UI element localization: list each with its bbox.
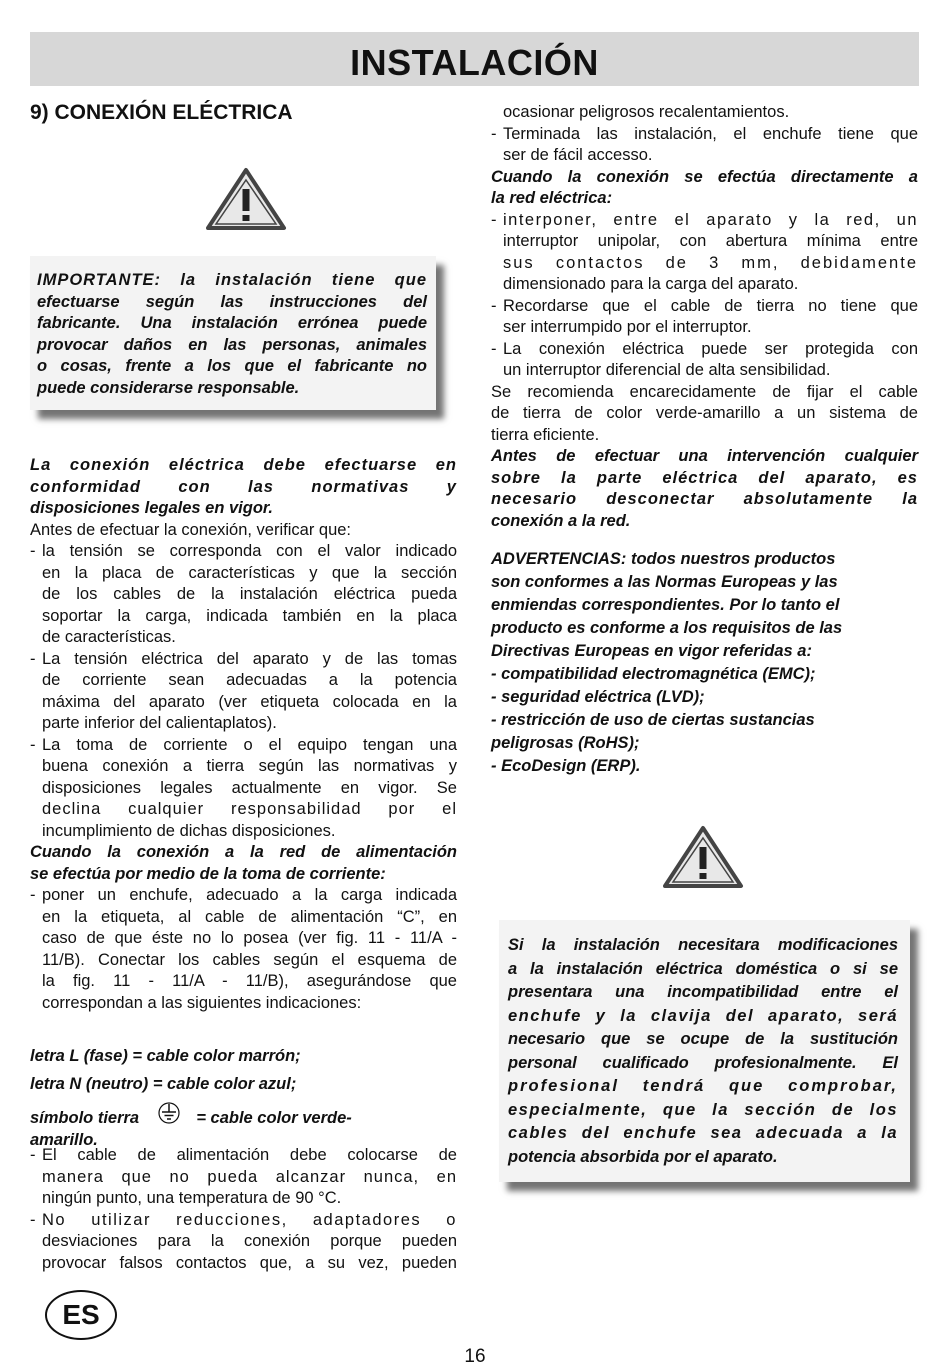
important-warning-text bbox=[37, 270, 427, 399]
text-line: - compatibilidad electromagnética (EMC); bbox=[491, 665, 816, 683]
text-line: la fig. 11 - 11/A - 11/B), asegurándose que bbox=[42, 972, 457, 990]
list-item: - interponer, entre el aparato y la red, un bbox=[503, 210, 918, 232]
text-line: enmiendas correspondientes. Por lo tanto el bbox=[491, 596, 840, 614]
wire-n-line: letra N (neutro) = cable color azul; bbox=[30, 1074, 297, 1093]
text-line: o cosas, frente a los que el fabricante no bbox=[37, 357, 427, 375]
wire-colors bbox=[30, 1046, 457, 1151]
warning-triangle-icon bbox=[662, 825, 744, 889]
text-line: de características. bbox=[42, 628, 176, 646]
text-line: de los cables de la instalación eléctrica pueda bbox=[42, 585, 457, 603]
text-line: la red eléctrica: bbox=[491, 189, 613, 207]
text-line: correspondan a las siguientes indicaciones: bbox=[42, 993, 362, 1012]
text-line: - seguridad eléctrica (LVD); bbox=[491, 688, 705, 706]
text-line: desviaciones para la conexión porque pueden bbox=[42, 1232, 457, 1250]
text-line: soportar la carga, indicada también en la placa bbox=[42, 606, 457, 625]
list-item: - El cable de alimentación debe colocarse de bbox=[42, 1145, 457, 1167]
text-line: Si la instalación necesitara modificaciones bbox=[508, 936, 898, 954]
wire-l-line: letra L (fase) = cable color marrón; bbox=[30, 1047, 301, 1065]
text-line: presentara una incompatibilidad entre el bbox=[508, 983, 898, 1001]
language-badge: ES bbox=[45, 1290, 117, 1340]
page-title: INSTALACIÓN bbox=[350, 42, 599, 83]
text-line: - EcoDesign (ERP). bbox=[491, 757, 641, 775]
text-line: necesario desconectar absolutamente la bbox=[491, 490, 918, 508]
text-line: interruptor unipolar, con abertura mínima entre bbox=[503, 232, 918, 250]
text-line: profesional tendrá que comprobar, bbox=[508, 1077, 898, 1095]
list-item: - Terminada las instalación, el enchufe tiene que bbox=[503, 124, 918, 146]
text-line: manera que no pueda alcanzar nunca, en bbox=[42, 1167, 457, 1186]
plug-list bbox=[30, 885, 457, 1014]
wire-earth-color-cont: amarillo. bbox=[30, 1130, 98, 1149]
text-line: ser interrumpido por el interruptor. bbox=[503, 318, 752, 336]
text-line: buena conexión a tierra según las normativas y bbox=[42, 757, 457, 775]
text-line: ADVERTENCIAS: todos nuestros productos bbox=[491, 550, 836, 568]
direct-list bbox=[491, 210, 918, 382]
text-line: IMPORTANTE: la instalación tiene que bbox=[37, 271, 427, 289]
page-header bbox=[30, 32, 919, 86]
text-line: de tierra de color verde-amarillo a un sistema de bbox=[491, 404, 918, 422]
earth-ground-icon bbox=[158, 1101, 180, 1125]
cable-list bbox=[30, 1145, 457, 1274]
text-line: conexión a la red. bbox=[491, 511, 631, 530]
text-line: se efectúa por medio de la toma de corriente: bbox=[30, 864, 386, 883]
text-line: peligrosas (RoHS); bbox=[491, 734, 640, 752]
text-line: provocar falsos contactos que, a su vez, pueden bbox=[42, 1253, 457, 1272]
text-line: conformidad con las normativas y bbox=[30, 477, 457, 496]
text-line: fabricante. Una instalación errónea puede bbox=[37, 314, 427, 332]
text-line: máxima del aparato (ver etiqueta colocada en la bbox=[42, 692, 457, 711]
text-line: sobre la parte eléctrica del aparato, es bbox=[491, 468, 918, 487]
text-line: dimensionado para la carga del aparato. bbox=[503, 275, 799, 293]
text-line: disposiciones legales actualmente en vigor. Se bbox=[42, 778, 457, 797]
page-number: 16 bbox=[464, 1346, 486, 1367]
advertencias-block bbox=[491, 548, 918, 778]
text-line: especialmente, que la sección de los bbox=[508, 1100, 898, 1119]
text-line: de corriente sean adecuadas a la potencia bbox=[42, 671, 457, 689]
text-line: tierra eficiente. bbox=[491, 425, 600, 444]
list-item: - la tensión se corresponda con el valor indicado bbox=[42, 541, 457, 563]
text-line: un interruptor diferencial de alta sensibilidad. bbox=[503, 361, 831, 379]
left-column bbox=[30, 455, 457, 1014]
text-line: disposiciones legales en vigor. bbox=[30, 499, 274, 517]
text-line: cables del enchufe sea adecuada a la bbox=[508, 1124, 898, 1142]
text-line: Cuando la conexión se efectúa directamente a bbox=[491, 167, 918, 186]
list-item: - poner un enchufe, adecuado a la carga indicada bbox=[42, 885, 457, 907]
text-line: - restricción de uso de ciertas sustancias bbox=[491, 711, 815, 729]
cable-items bbox=[30, 1145, 457, 1274]
text-line: producto es conforme a los requisitos de las bbox=[491, 619, 843, 637]
text-line: en la placa de características y que la sección bbox=[42, 563, 457, 582]
list-item: - La toma de corriente o el equipo tengan una bbox=[42, 735, 457, 757]
text-line: caso de que éste no lo posea (ver fig. 11 - 11/A - bbox=[42, 929, 457, 947]
text-line: parte inferior del calientaplatos). bbox=[42, 714, 277, 732]
text-line: Directivas Europeas en vigor referidas a: bbox=[491, 642, 812, 660]
wire-earth-line bbox=[30, 1101, 457, 1130]
text-line: Se recomienda encarecidamente de fijar el cable bbox=[491, 382, 918, 401]
list-item: - La conexión eléctrica puede ser protegida con bbox=[503, 339, 918, 361]
text-line: a la instalación eléctrica doméstica o si se bbox=[508, 959, 898, 978]
text-line: Antes de efectuar la conexión, verificar que: bbox=[30, 520, 352, 539]
list-item: - Recordarse que el cable de tierra no tiene que bbox=[503, 296, 918, 318]
text-line: enchufe y la clavija del aparato, será bbox=[508, 1006, 898, 1025]
text-line: necesario que se ocupe de la sustitución bbox=[508, 1030, 898, 1048]
text-line: La conexión eléctrica debe efectuarse en bbox=[30, 456, 457, 474]
text-line: incumplimiento de dichas disposiciones. bbox=[42, 821, 336, 840]
text-line: efectuarse según las instrucciones del bbox=[37, 292, 427, 311]
text-line: declina cualquier responsabilidad por el bbox=[42, 800, 457, 818]
right-column bbox=[491, 102, 918, 532]
warning-triangle-icon bbox=[205, 167, 287, 231]
check-list bbox=[30, 541, 457, 842]
text-line: en la etiqueta, al cable de alimentación “C”, en bbox=[42, 907, 457, 926]
text-line: personal cualificado profesionalmente. El bbox=[508, 1053, 898, 1072]
text-line: Cuando la conexión a la red de alimentación bbox=[30, 843, 457, 861]
text-line: ser de fácil accesso. bbox=[503, 146, 653, 164]
list-item: - La tensión eléctrica del aparato y de las tomas bbox=[42, 649, 457, 671]
text-line: provocar daños en las personas, animales bbox=[37, 335, 427, 354]
text-line: 11/B). Conectar los cables según el esquema de bbox=[42, 950, 457, 969]
text-line: Antes de efectuar una intervención cualquier bbox=[491, 447, 918, 465]
text-line: ningún punto, una temperatura de 90 °C. bbox=[42, 1189, 342, 1207]
text-line: potencia absorbida por el aparato. bbox=[508, 1147, 778, 1166]
wire-earth-color: = cable color verde- bbox=[196, 1109, 352, 1127]
section-title: 9) CONEXIÓN ELÉCTRICA bbox=[30, 101, 293, 124]
text-line: sus contactos de 3 mm, debidamente bbox=[503, 253, 918, 272]
text-line: son conformes a las Normas Europeas y las bbox=[491, 573, 838, 591]
modification-warning-text bbox=[508, 934, 898, 1169]
text-line: ocasionar peligrosos recalentamientos. bbox=[503, 103, 790, 121]
access-list bbox=[491, 124, 918, 167]
wire-earth-label: símbolo tierra bbox=[30, 1109, 140, 1127]
text-line: puede considerarse responsable. bbox=[37, 378, 300, 397]
list-item: - No utilizar reducciones, adaptadores o bbox=[42, 1210, 457, 1232]
